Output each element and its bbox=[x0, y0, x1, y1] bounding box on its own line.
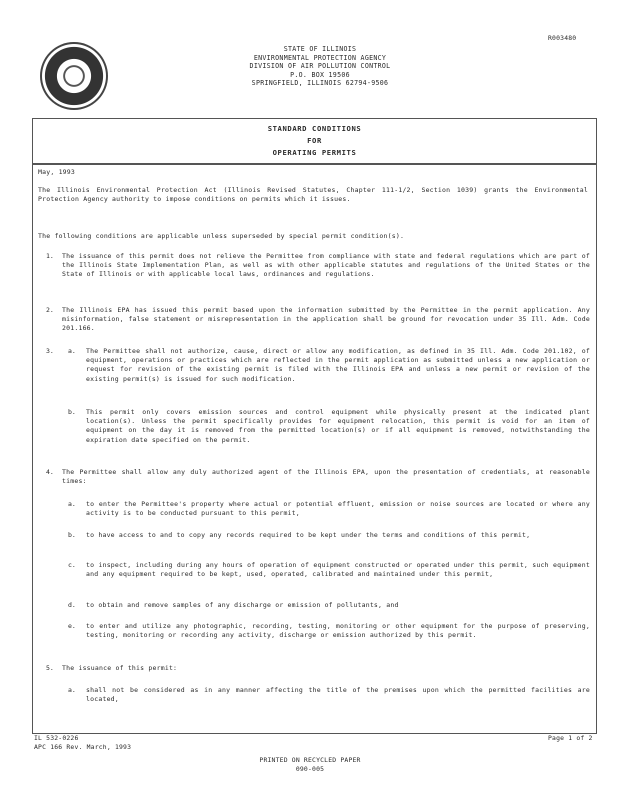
letterhead-line: ENVIRONMENTAL PROTECTION AGENCY bbox=[253, 53, 387, 62]
item-number: 1. bbox=[46, 252, 54, 260]
letterhead bbox=[190, 45, 450, 88]
recycled-paper-note: PRINTED ON RECYCLED PAPER bbox=[259, 756, 361, 764]
sub-item-text: to obtain and remove samples of any discharge or emission of pollutants, and bbox=[86, 601, 399, 609]
sub-item-text: to inspect, including during any hours of operation of equipment constructed or operated under this permit, such equipment and any equipment required to be kept, used, operated, calibrated and maintained under this permit, bbox=[86, 561, 590, 579]
body-box bbox=[32, 164, 597, 734]
item-text: The Illinois EPA has issued this permit based upon the information submitted by the Permittee in the permit application. Any misinformation, false statement or misrepresentation in the application shall be ground for revocation under 35 Ill. Adm. Code 201.166. bbox=[62, 306, 590, 333]
form-number: IL 532-0226 bbox=[34, 734, 79, 742]
letterhead-line: P.O. BOX 19506 bbox=[290, 70, 350, 79]
item-text: The issuance of this permit does not relieve the Permittee from compliance with state and federal regulations which are part of the Illinois State Implementation Plan, as well as with other applicable statutes and regulations of the United States or the State of Illinois or with applicable local laws, ordinances and regulations. bbox=[62, 252, 590, 279]
letterhead-line: STATE OF ILLINOIS bbox=[283, 45, 357, 53]
title-box bbox=[32, 118, 597, 164]
sub-item-text: to have access to and to copy any records required to be kept under the terms and conditions of this permit, bbox=[86, 531, 531, 539]
intro-paragraph: The Illinois Environmental Protection Act (Illinois Revised Statutes, Chapter 111-1/2, Section 1039) grants the Environmental Protection Agency authority to impose conditions on permits which it issues. bbox=[38, 186, 588, 204]
title-line: FOR bbox=[307, 136, 322, 145]
state-seal-logo bbox=[40, 42, 108, 110]
sub-letter: b. bbox=[68, 408, 76, 416]
letterhead-line: SPRINGFIELD, ILLINOIS 62794-9506 bbox=[251, 79, 389, 87]
date: May, 1993 bbox=[38, 168, 76, 176]
applicable-paragraph: The following conditions are applicable unless superseded by special permit condition(s). bbox=[38, 232, 405, 240]
sub-letter: b. bbox=[68, 531, 76, 539]
item-number: 4. bbox=[46, 468, 54, 476]
item-number: 2. bbox=[46, 306, 54, 314]
sub-letter: d. bbox=[68, 601, 76, 609]
sub-letter: a. bbox=[68, 500, 76, 508]
sub-item-text: shall not be considered as in any manner affecting the title of the premises upon which the permitted facilities are located, bbox=[86, 686, 590, 704]
footer-code: 090-005 bbox=[295, 765, 325, 773]
sub-letter: c. bbox=[68, 561, 76, 569]
form-revision: APC 166 Rev. March, 1993 bbox=[34, 743, 132, 751]
item-number: 3. bbox=[46, 347, 54, 355]
item-text: The issuance of this permit: bbox=[62, 664, 178, 672]
sub-item-text: to enter the Permittee's property where actual or potential effluent, emission or noise sources are located or where any activity is to be conducted pursuant to this permit, bbox=[86, 500, 590, 518]
sub-letter: a. bbox=[68, 686, 76, 694]
sub-letter: e. bbox=[68, 622, 76, 630]
sub-item-text: The Permittee shall not authorize, cause, direct or allow any modification, as defined in 35 Ill. Adm. Code 201.102, of equipment, operations or practices which are reflected in the permit application as submitted unless a new application or request for revision of the existing permit is filed with the Illinois EPA and unless a new permit or revision of the existing permit(s) is issued for such modification. bbox=[86, 347, 590, 383]
sub-item-text: to enter and utilize any photographic, recording, testing, monitoring or other equipment for the purpose of preserving, testing, monitoring or recording any activity, discharge or emission authorized by this permit. bbox=[86, 622, 590, 640]
sub-letter: a. bbox=[68, 347, 76, 355]
item-text: The Permittee shall allow any duly authorized agent of the Illinois EPA, upon the presentation of credentials, at reasonable times: bbox=[62, 468, 590, 486]
item-number: 5. bbox=[46, 664, 54, 672]
document-id: R003480 bbox=[548, 34, 577, 42]
title-line: OPERATING PERMITS bbox=[272, 148, 357, 157]
page-number: Page 1 of 2 bbox=[548, 734, 593, 742]
title-line: STANDARD CONDITIONS bbox=[267, 124, 362, 133]
sub-item-text: This permit only covers emission sources and control equipment while physically present at the indicated plant location(s). Unless the permit specifically provides for equipment relocation, this permit is void for an item of equipment on the day it is removed from the permitted location(s) or if all equipment is removed, notwithstanding the expiration date specified on the permit. bbox=[86, 408, 590, 444]
letterhead-line: DIVISION OF AIR POLLUTION CONTROL bbox=[249, 62, 391, 70]
